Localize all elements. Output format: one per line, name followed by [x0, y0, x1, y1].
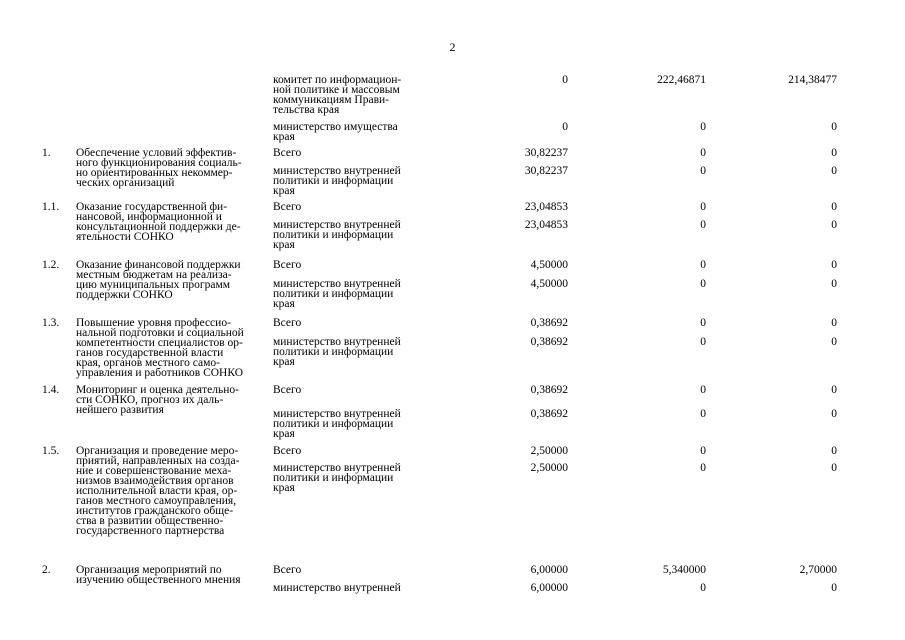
- value-col1: 6,00000: [530, 582, 568, 594]
- value-col1: 0,38692: [530, 408, 568, 420]
- executor-line: министерство внутренней: [273, 219, 401, 231]
- row-description-line: Мониторинг и оценка деятельно-: [76, 384, 239, 396]
- row-number: 1.2.: [42, 259, 60, 271]
- value-col1: 4,50000: [530, 278, 568, 290]
- row-number: 1.5.: [42, 445, 60, 457]
- value-col1: 0,38692: [530, 336, 568, 348]
- executor-line: Всего: [273, 259, 302, 271]
- row-description-line: нейшего развития: [76, 404, 164, 416]
- value-col3: 2,70000: [799, 564, 837, 576]
- row-description-line: ганов государственной власти: [76, 347, 224, 359]
- value-col2: 0: [700, 165, 706, 177]
- value-col3: 0: [831, 259, 837, 271]
- executor-line: комитет по информацион-: [273, 74, 402, 86]
- value-col2: 0: [700, 408, 706, 420]
- executor-line: края: [273, 356, 295, 368]
- row-number: 2.: [42, 564, 51, 576]
- executor-line: коммуникациям Прави-: [273, 94, 389, 106]
- value-col3: 0: [831, 582, 837, 594]
- value-col2: 222,46871: [657, 74, 706, 86]
- value-col3: 0: [831, 317, 837, 329]
- executor-line: края: [273, 428, 295, 440]
- executor-line: края: [273, 482, 295, 494]
- value-col1: 2,50000: [530, 445, 568, 457]
- row-description-line: приятий, направленных на созда-: [76, 455, 240, 467]
- value-col3: 0: [831, 201, 837, 213]
- value-col1: 6,00000: [530, 564, 568, 576]
- row-description-line: ятельности СОНКО: [76, 231, 174, 243]
- row-description-line: ганов местного самоуправления,: [76, 495, 237, 507]
- executor-line: политики и информации: [273, 418, 394, 430]
- value-col2: 0: [700, 201, 706, 213]
- value-col3: 0: [831, 408, 837, 420]
- row-description-line: Повышение уровня профессио-: [76, 317, 231, 329]
- row-description-line: государственного партнерства: [76, 525, 225, 537]
- executor-line: тельства края: [273, 104, 340, 116]
- executor-line: края: [273, 185, 295, 197]
- value-col2: 0: [700, 445, 706, 457]
- executor-line: министерство внутренней: [273, 462, 401, 474]
- row-number: 1.1.: [42, 201, 60, 213]
- value-col2: 0: [700, 384, 706, 396]
- row-description-line: Организация мероприятий по: [76, 564, 222, 576]
- executor-line: Всего: [273, 564, 302, 576]
- row-description-line: изучению общественного мнения: [76, 574, 241, 586]
- row-description-line: ного функционирования социаль-: [76, 157, 242, 169]
- row-description-line: консультационной поддержки де-: [76, 221, 241, 233]
- value-col1: 0,38692: [530, 317, 568, 329]
- value-col3: 0: [831, 121, 837, 133]
- row-description-line: края, органов местного само-: [76, 357, 220, 369]
- row-description-line: Обеспечение условий эффектив-: [76, 147, 237, 159]
- value-col2: 0: [700, 462, 706, 474]
- executor-line: министерство внутренней: [273, 582, 401, 594]
- executor-line: края: [273, 298, 295, 310]
- row-description-line: нальной подготовки и социальной: [76, 327, 244, 339]
- value-col2: 0: [700, 121, 706, 133]
- value-col3: 0: [831, 384, 837, 396]
- row-description-line: ческих организаций: [76, 177, 175, 189]
- executor-line: министерство имущества: [273, 121, 398, 133]
- value-col3: 0: [831, 445, 837, 457]
- value-col3: 214,38477: [788, 74, 837, 86]
- row-description-line: Организация и проведение меро-: [76, 445, 239, 457]
- value-col2: 0: [700, 582, 706, 594]
- executor-line: политики и информации: [273, 472, 394, 484]
- value-col2: 0: [700, 336, 706, 348]
- value-col1: 0: [562, 74, 568, 86]
- row-number: 1.: [42, 147, 51, 159]
- value-col1: 4,50000: [530, 259, 568, 271]
- value-col1: 2,50000: [530, 462, 568, 474]
- value-col1: 0,38692: [530, 384, 568, 396]
- row-description-line: нансовой, информационной и: [76, 211, 222, 223]
- executor-line: политики и информации: [273, 175, 394, 187]
- row-description-line: институтов гражданского обще-: [76, 505, 234, 517]
- value-col1: 30,82237: [524, 147, 568, 159]
- row-description-line: исполнительной власти края, ор-: [76, 485, 238, 497]
- executor-line: Всего: [273, 317, 302, 329]
- value-col2: 0: [700, 219, 706, 231]
- executor-line: края: [273, 239, 295, 251]
- executor-line: политики и информации: [273, 229, 394, 241]
- executor-line: министерство внутренней: [273, 336, 401, 348]
- row-description-line: цию муниципальных программ: [76, 279, 231, 291]
- executor-line: Всего: [273, 384, 302, 396]
- executor-line: политики и информации: [273, 288, 394, 300]
- value-col2: 5,340000: [662, 564, 706, 576]
- value-col3: 0: [831, 336, 837, 348]
- executor-line: министерство внутренней: [273, 165, 401, 177]
- value-col3: 0: [831, 147, 837, 159]
- executor-line: ной политике и массовым: [273, 84, 400, 96]
- row-description-line: Оказание финансовой поддержки: [76, 259, 241, 271]
- row-description-line: ства в развитии общественно-: [76, 515, 224, 527]
- executor-line: Всего: [273, 147, 302, 159]
- value-col1: 23,04853: [524, 219, 568, 231]
- value-col1: 30,82237: [524, 165, 568, 177]
- row-description-line: поддержки СОНКО: [76, 289, 173, 301]
- row-description-line: но ориентированных некоммер-: [76, 167, 233, 179]
- value-col1: 23,04853: [524, 201, 568, 213]
- value-col2: 0: [700, 147, 706, 159]
- value-col3: 0: [831, 462, 837, 474]
- executor-line: политики и информации: [273, 346, 394, 358]
- value-col3: 0: [831, 219, 837, 231]
- executor-line: министерство внутренней: [273, 278, 401, 290]
- row-description-line: низмов взаимодействия органов: [76, 475, 234, 487]
- row-description-line: управления и работников СОНКО: [76, 367, 244, 379]
- value-col2: 0: [700, 317, 706, 329]
- row-description-line: Оказание государственной фи-: [76, 201, 228, 213]
- row-description-line: ние и совершенствование меха-: [76, 465, 232, 477]
- value-col3: 0: [831, 165, 837, 177]
- value-col2: 0: [700, 259, 706, 271]
- value-col1: 0: [562, 121, 568, 133]
- row-description-line: компетентности специалистов ор-: [76, 337, 243, 349]
- executor-line: министерство внутренней: [273, 408, 401, 420]
- executor-line: Всего: [273, 201, 302, 213]
- row-number: 1.3.: [42, 317, 60, 329]
- page-number: 2: [449, 40, 456, 54]
- row-description-line: местным бюджетам на реализа-: [76, 269, 232, 281]
- executor-line: края: [273, 131, 295, 143]
- row-description-line: сти СОНКО, прогноз их даль-: [76, 394, 224, 406]
- value-col2: 0: [700, 278, 706, 290]
- row-number: 1.4.: [42, 384, 60, 396]
- value-col3: 0: [831, 278, 837, 290]
- executor-line: Всего: [273, 445, 302, 457]
